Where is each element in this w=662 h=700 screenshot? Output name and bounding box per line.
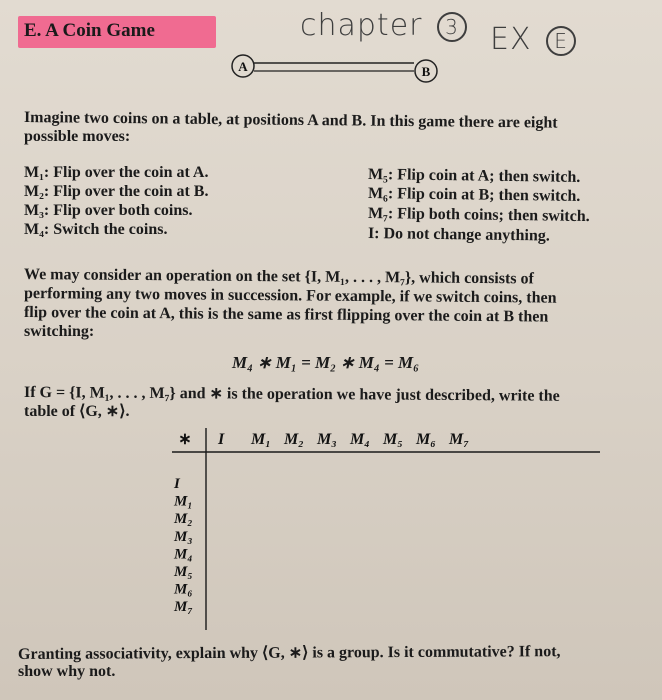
- move-identity: I: Do not change anything.: [367, 225, 550, 245]
- move-m6: M₆: Flip coin at B; then switch.: [367, 185, 581, 205]
- table-column-header: M₅: [383, 431, 403, 448]
- table-row-header: M₂: [174, 511, 193, 528]
- move-m2: M₂: Flip over the coin at B.: [24, 183, 209, 200]
- table-row-header: M₆: [174, 581, 193, 598]
- move-m5: M₅: Flip coin at A; then switch.: [367, 166, 581, 186]
- move-m7: M₇: Flip both coins; then switch.: [367, 205, 590, 226]
- closing-line-1: Granting associativity, explain why ⟨G, ∗⟩ is a group. Is it commutative? If not,: [17, 643, 561, 663]
- intro-line-1: Imagine two coins on a table, at positions A and B. In this game there are eight: [23, 109, 558, 132]
- table-column-headers: [217, 431, 469, 448]
- handwritten-chapter-number: 3: [437, 12, 467, 42]
- handwritten-ex-word: EX: [490, 22, 532, 57]
- table-operator-symbol: ∗: [178, 431, 192, 448]
- coin-a-label: A: [238, 59, 248, 74]
- handwritten-chapter-word: chapter: [300, 8, 423, 43]
- table-row-header: M₁: [174, 493, 193, 510]
- table-row-header: M₅: [174, 564, 193, 580]
- example-equation: M₄ ∗ M₁ = M₂ ∗ M₄ = M₆: [232, 353, 420, 372]
- paragraph-line-1: We may consider an operation on the set {I, M₁, . . . , M₇}, which consists of: [23, 266, 534, 288]
- table-column-header: M₃: [317, 431, 337, 448]
- table-column-header: M₇: [449, 431, 469, 448]
- section-title: E. A Coin Game: [24, 20, 155, 41]
- question-line-1: If G = {I, M₁, . . . , M₇} and ∗ is the operation we have just described, write the: [23, 384, 560, 405]
- coin-b-label: B: [421, 64, 431, 79]
- table-row-header: I: [174, 476, 180, 492]
- table-column-header: M₁: [251, 431, 271, 448]
- question-line-2: table of ⟨G, ∗⟩.: [24, 403, 130, 420]
- table-row-headers: [173, 476, 193, 615]
- move-m1: M₁: Flip over the coin at A.: [24, 164, 209, 181]
- move-m4: M₄: Switch the coins.: [24, 221, 168, 238]
- table-row-header: M₄: [174, 546, 193, 563]
- move-m3: M₃: Flip over both coins.: [24, 202, 193, 219]
- closing-line-2: show why not.: [18, 663, 116, 680]
- handwritten-ex-letter: E: [546, 26, 576, 56]
- table-row-header: M₇: [174, 599, 193, 616]
- table-column-header: M₄: [350, 431, 370, 448]
- table-column-header: I: [218, 431, 225, 448]
- table-column-header: M₂: [284, 431, 304, 448]
- intro-line-2: possible moves:: [24, 128, 131, 145]
- table-column-header: M₆: [416, 431, 436, 448]
- table-row-header: M₃: [174, 528, 193, 545]
- paragraph-line-4: switching:: [24, 323, 95, 340]
- paragraph-line-2: performing any two moves in succession. For example, if we switch coins, then: [23, 285, 557, 307]
- paragraph-line-3: flip over the coin at A, this is the same as first flipping over the coin at B then: [23, 304, 549, 326]
